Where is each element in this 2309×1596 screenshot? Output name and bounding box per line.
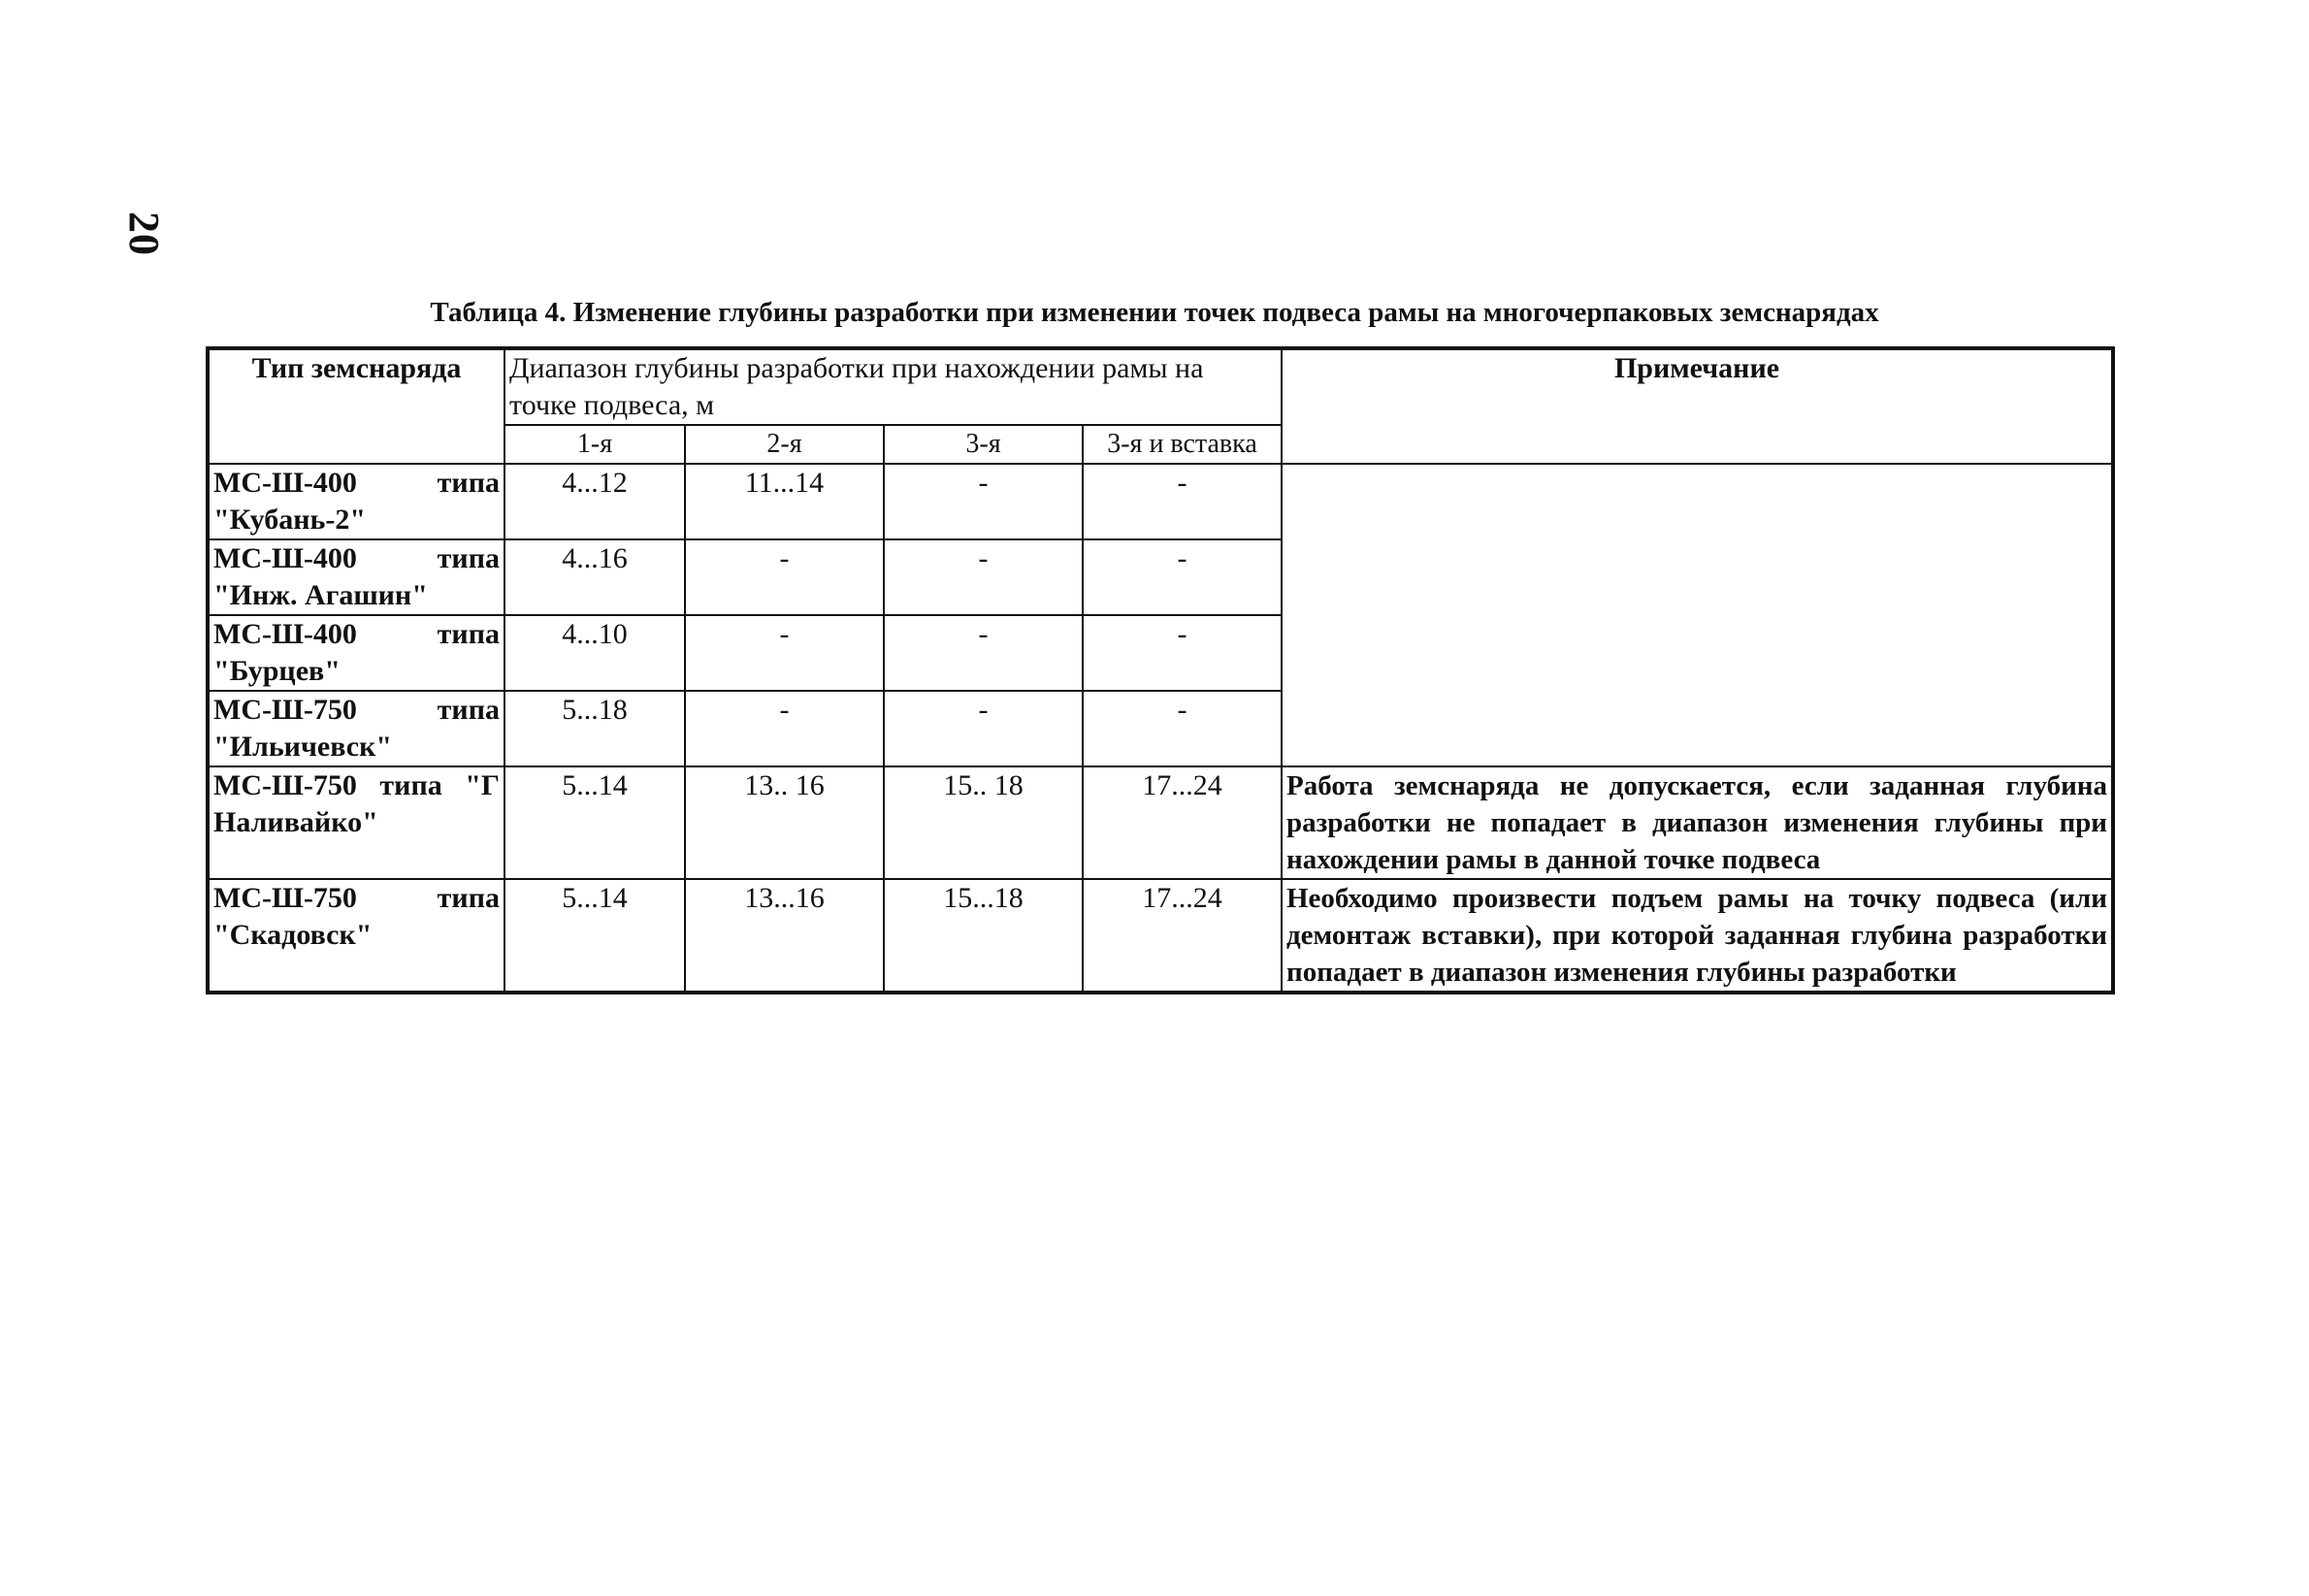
header-point-1: 1-я [504,425,685,464]
depth-value: - [1083,615,1282,691]
note-text: Работа земснаряда не допускается, если заданная глубина разработки не попадает в диапазон изменения глубины при нахождении рамы в данной точке подвеса [1282,766,2113,879]
dredger-type: МС-Ш-400 типа "Бурцев" [208,615,504,691]
depth-value: 13...16 [685,879,884,993]
depth-value: - [1083,539,1282,615]
note-cell-empty [1282,464,2113,766]
header-range: Диапазон глубины разработки при нахождении рамы на точке подвеса, м [504,348,1282,425]
depth-value: - [884,464,1083,539]
depth-value: - [685,539,884,615]
depth-value: 4...10 [504,615,685,691]
depth-value: 5...14 [504,766,685,879]
table-title: Таблица 4. Изменение глубины разработки при изменении точек подвеса рамы на многочерпаковых земснарядах [430,297,1879,328]
depth-value: 17...24 [1083,766,1282,879]
table-row [208,879,2113,993]
dredger-type: МС-Ш-400 типа "Инж. Агашин" [208,539,504,615]
depth-table [206,346,2115,994]
page-number: 20 [120,212,168,256]
depth-value: - [685,691,884,766]
dredger-type: МС-Ш-400 типа "Кубань-2" [208,464,504,539]
depth-value: - [884,691,1083,766]
depth-value: 4...12 [504,464,685,539]
depth-value: 17...24 [1083,879,1282,993]
depth-value: - [884,539,1083,615]
header-type: Тип земснаряда [208,348,504,464]
depth-table-container [206,346,2111,994]
depth-value: 5...18 [504,691,685,766]
depth-value: - [884,615,1083,691]
depth-value: 11...14 [685,464,884,539]
table-row [208,464,2113,539]
dredger-type: МС-Ш-750 типа "Г Наливайко" [208,766,504,879]
depth-value: - [685,615,884,691]
header-point-3-insert: 3-я и вставка [1083,425,1282,464]
header-point-3: 3-я [884,425,1083,464]
depth-value: 15...18 [884,879,1083,993]
table-row [208,766,2113,879]
header-point-2: 2-я [685,425,884,464]
depth-value: 15.. 18 [884,766,1083,879]
note-text: Необходимо произвести подъем рамы на точку подвеса (или демонтаж вставки), при которой заданная глубина разработки попадает в диапазон изменения глубины разработки [1282,879,2113,993]
dredger-type: МС-Ш-750 типа "Скадовск" [208,879,504,993]
depth-value: - [1083,464,1282,539]
depth-value: - [1083,691,1282,766]
depth-value: 5...14 [504,879,685,993]
depth-value: 4...16 [504,539,685,615]
depth-value: 13.. 16 [685,766,884,879]
header-note: Примечание [1282,348,2113,464]
dredger-type: МС-Ш-750 типа "Ильичевск" [208,691,504,766]
